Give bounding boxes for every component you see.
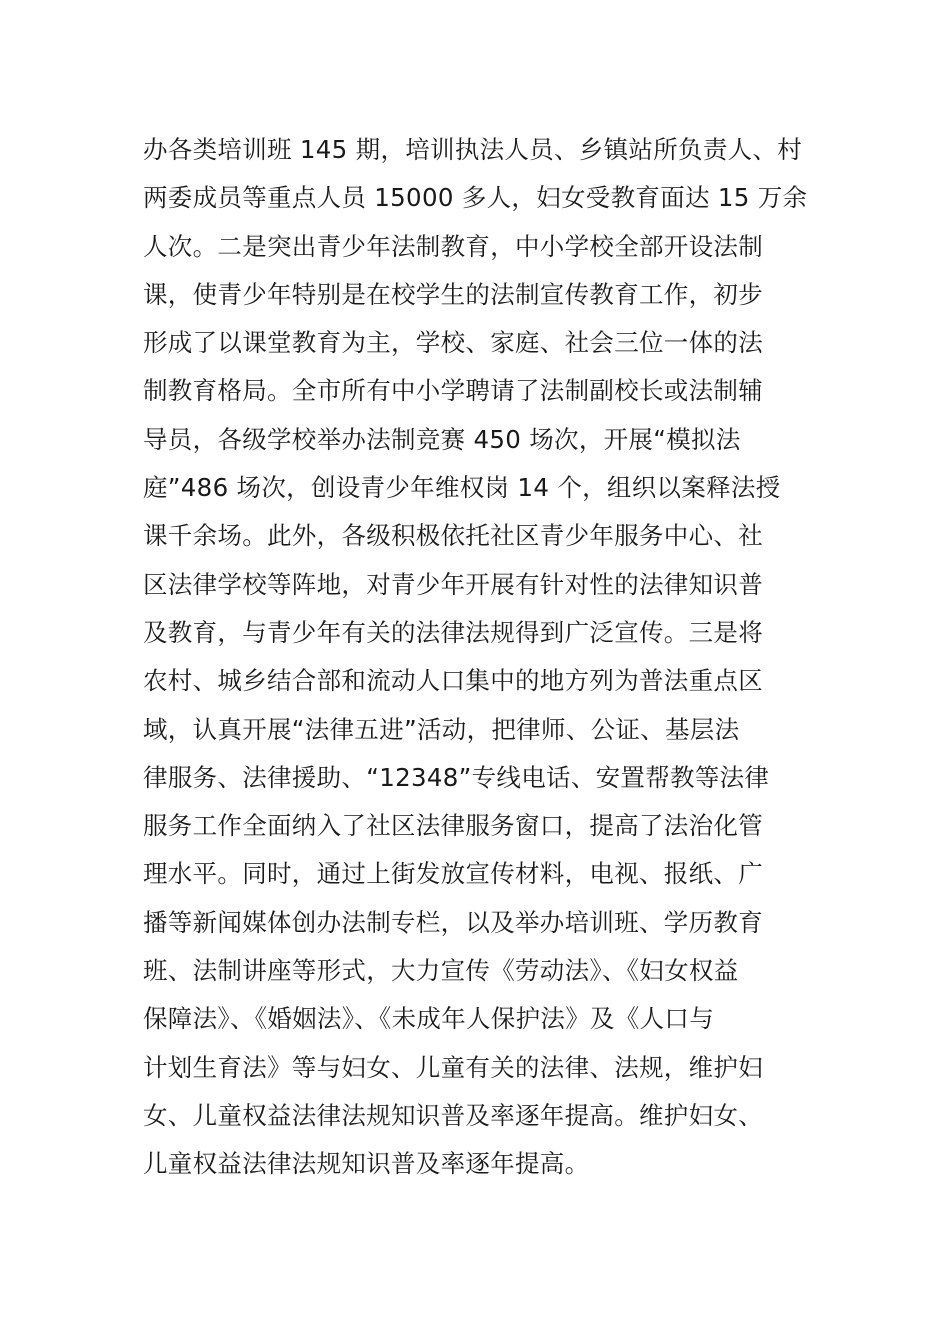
text-line: 制教育格局。全市所有中小学聘请了法制副校长或法制辅 [143, 376, 763, 406]
text-line: 农村、城乡结合部和流动人口集中的地方列为普法重点区 [143, 666, 763, 696]
text-line: 保障法》、《婚姻法》、《未成年人保护法》及《人口与 [143, 1004, 714, 1034]
text-line: 办各类培训班 145 期，培训执法人员、乡镇站所负责人、村 [143, 135, 803, 164]
text-line: 儿童权益法律法规知识普及率逐年提高。 [143, 1149, 590, 1179]
body-paragraph [143, 126, 823, 1189]
text-line: 庭”486 场次，创设青少年维权岗 14 个，组织以案释法授 [143, 473, 781, 503]
text-line: 导员，各级学校举办法制竞赛 450 场次，开展“模拟法 [143, 424, 741, 454]
text-line: 课，使青少年特别是在校学生的法制宣传教育工作，初步 [143, 279, 763, 309]
text-line: 及教育，与青少年有关的法律法规得到广泛宣传。三是将 [143, 617, 763, 647]
text-line: 两委成员等重点人员 15000 多人，妇女受教育面达 15 万余 [143, 183, 808, 213]
text-line: 人次。二是突出青少年法制教育，中小学校全部开设法制 [143, 231, 763, 261]
text-line: 服务工作全面纳入了社区法律服务窗口，提高了法治化管 [143, 811, 763, 841]
text-line: 理水平。同时，通过上街发放宣传材料，电视、报纸、广 [143, 859, 763, 889]
text-line: 播等新闻媒体创办法制专栏，以及举办培训班、学历教育 [143, 907, 763, 937]
text-line: 域，认真开展“法律五进”活动，把律师、公证、基层法 [143, 714, 740, 744]
text-line: 班、法制讲座等形式，大力宣传《劳动法》、《妇女权益 [143, 956, 739, 986]
text-line: 形成了以课堂教育为主，学校、家庭、社会三位一体的法 [143, 328, 763, 358]
text-line: 课千余场。此外，各级积极依托社区青少年服务中心、社 [143, 521, 763, 551]
text-line: 女、儿童权益法律法规知识普及率逐年提高。维护妇女、 [143, 1100, 763, 1130]
text-line: 律服务、法律援助、“12348”专线电话、安置帮教等法律 [143, 762, 770, 792]
text-line: 区法律学校等阵地，对青少年开展有针对性的法律知识普 [143, 569, 763, 599]
text-line: 计划生育法》等与妇女、儿童有关的法律、法规，维护妇 [143, 1052, 763, 1082]
